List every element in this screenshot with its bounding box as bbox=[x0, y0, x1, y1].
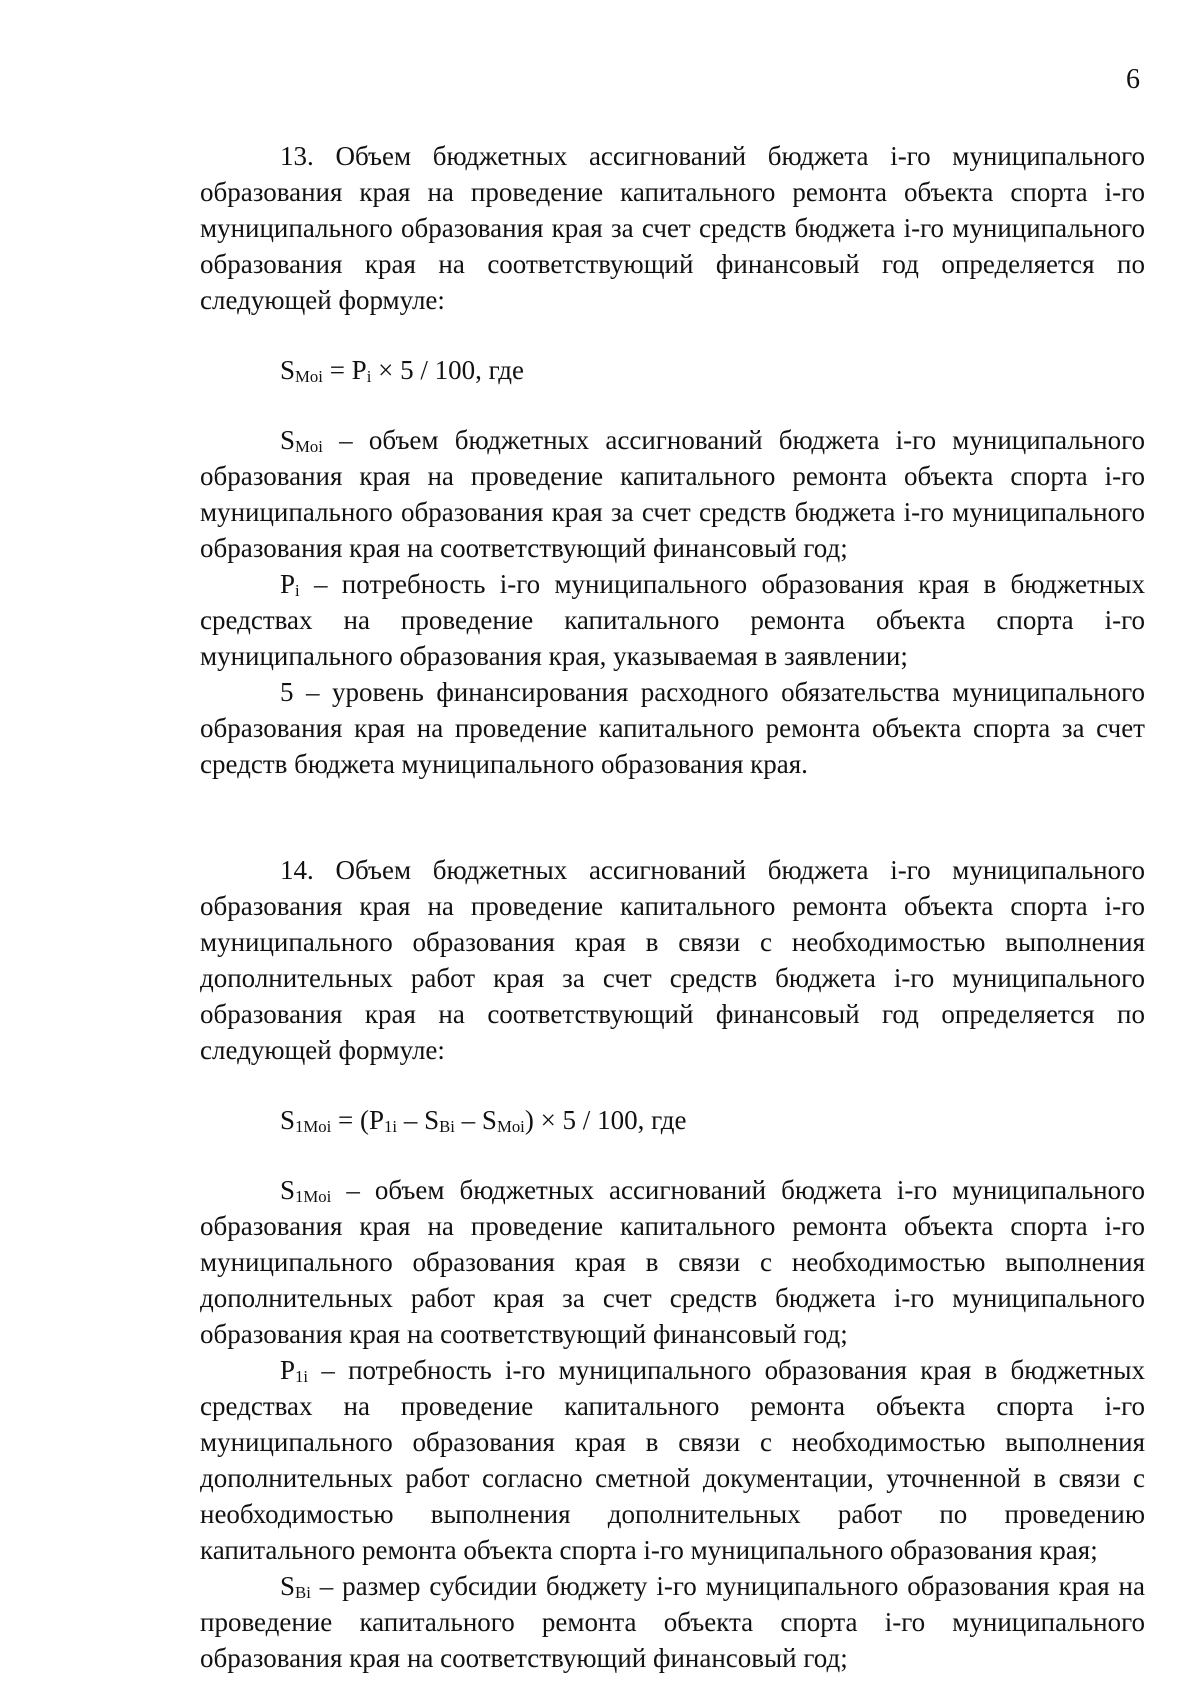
definition-subscript: 1Moi bbox=[295, 1187, 332, 1206]
definition-s-moi bbox=[200, 422, 1145, 566]
definition-text: – уровень финансирования расходного обязательства муниципального образования края на проведение капитального ремонта объекта спорта за счет средств бюджета муниципального образования края. bbox=[200, 677, 1145, 779]
definition-symbol: 5 bbox=[280, 677, 294, 707]
definition-subscript: i bbox=[295, 581, 300, 600]
formula-part: × 5 / 100, где bbox=[371, 355, 525, 385]
definition-symbol: S bbox=[280, 1175, 296, 1205]
definition-symbol: P bbox=[280, 569, 296, 599]
formula-part: – S bbox=[397, 1105, 440, 1135]
definition-text: – объем бюджетных ассигнований бюджета i-го муниципального образования края на проведение капитального ремонта объекта спорта i-го муниципального образования края за счет средств бюджета i-го муниципального образования края на соответствующий финансовый год; bbox=[200, 425, 1145, 563]
document-body bbox=[200, 138, 1145, 1676]
formula-subscript: Moi bbox=[295, 367, 323, 386]
definition-symbol: P bbox=[280, 1355, 296, 1385]
definition-s-bi bbox=[200, 1568, 1145, 1676]
formula-subscript: Bi bbox=[439, 1117, 455, 1136]
definition-subscript: Moi bbox=[295, 437, 323, 456]
definition-text: – объем бюджетных ассигнований бюджета i-го муниципального образования края на проведение капитального ремонта объекта спорта i-го муниципального образования края в связи с необходимостью выполнения дополнительных работ края за счет средств бюджета i-го муниципального образования края на соответствующий финансовый год; bbox=[200, 1175, 1145, 1349]
formula-part: = P bbox=[322, 355, 367, 385]
definition-text: – потребность i-го муниципального образования края в бюджетных средствах на проведение капитального ремонта объекта спорта i-го муниципального образования края, указываемая в заявлении; bbox=[200, 569, 1145, 671]
formula-symbol: S bbox=[280, 355, 296, 385]
definition-subscript: 1i bbox=[295, 1367, 309, 1386]
formula-13 bbox=[200, 352, 1145, 388]
definition-five bbox=[200, 674, 1145, 782]
definition-text: – размер субсидии бюджету i-го муниципального образования края на проведение капитального ремонта объекта спорта i-го муниципального образования края на соответствующий финансовый год; bbox=[200, 1571, 1145, 1673]
formula-subscript: 1i bbox=[384, 1117, 398, 1136]
formula-part: – S bbox=[454, 1105, 497, 1135]
definition-subscript: Bi bbox=[295, 1583, 311, 1602]
formula-14 bbox=[200, 1102, 1145, 1138]
definition-s1-moi bbox=[200, 1172, 1145, 1352]
page-number: 6 bbox=[1126, 64, 1140, 95]
formula-part: = (P bbox=[331, 1105, 385, 1135]
definition-text: – потребность i-го муниципального образования края в бюджетных средствах на проведение капитального ремонта объекта спорта i-го муниципального образования края в связи с необходимостью выполнения дополнительных работ согласно сметной документации, уточненной в связи с необходимостью выполнения дополнительных работ по проведению капитального ремонта объекта спорта i-го муниципального образования края; bbox=[200, 1355, 1145, 1565]
definition-p1-i bbox=[200, 1352, 1145, 1568]
formula-subscript: i bbox=[366, 367, 372, 386]
section-14-intro: 14. Объем бюджетных ассигнований бюджета i-го муниципального образования края на проведение капитального ремонта объекта спорта i-го муниципального образования края в связи с необходимостью выполнения дополнительных работ края за счет средств бюджета i-го муниципального образования края на соответствующий финансовый год определяется по следующей формуле: bbox=[200, 855, 1145, 1065]
section-13-intro: 13. Объем бюджетных ассигнований бюджета i-го муниципального образования края на проведение капитального ремонта объекта спорта i-го муниципального образования края за счет средств бюджета i-го муниципального образования края на соответствующий финансовый год определяется по следующей формуле: bbox=[200, 141, 1145, 315]
definition-symbol: S bbox=[280, 425, 296, 455]
formula-subscript: Moi bbox=[496, 1117, 525, 1136]
formula-subscript: 1Moi bbox=[295, 1117, 332, 1136]
definition-symbol: S bbox=[280, 1571, 296, 1601]
definition-p-i bbox=[200, 566, 1145, 674]
formula-symbol: S bbox=[280, 1105, 296, 1135]
formula-part: ) × 5 / 100, где bbox=[524, 1105, 687, 1135]
